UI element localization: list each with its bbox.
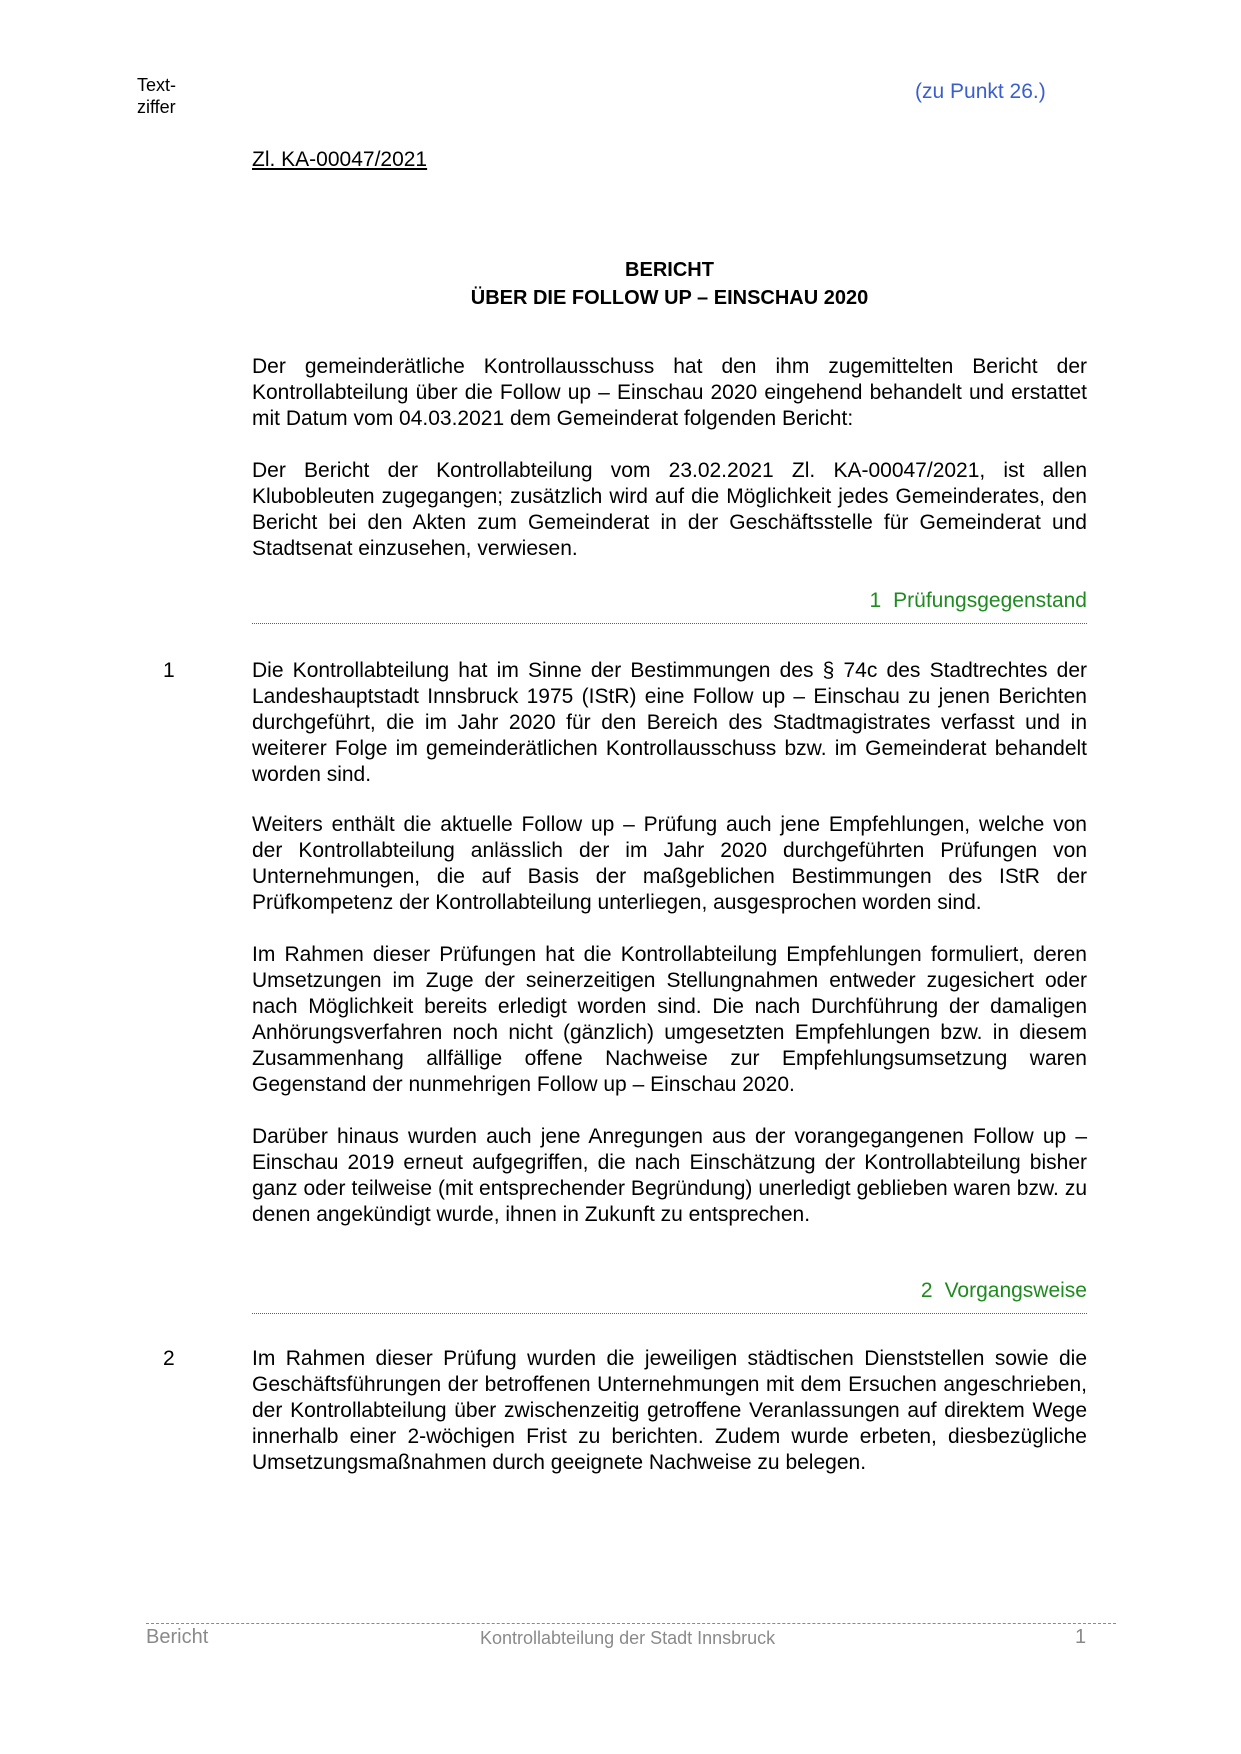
footer-divider — [146, 1623, 1116, 1624]
section-title: Prüfungsgegenstand — [893, 589, 1087, 612]
section-1-paragraph-3: Im Rahmen dieser Prüfungen hat die Kontrollabteilung Empfehlungen formuliert, deren Umsetzungen im Zuge der seinerzeitigen Stellungnahmen entweder zugesichert oder nach Möglichkeit bereits erledigt worden sind. Die nach Durchführung der damaligen Anhörungsverfahren noch nicht (gänzlich) umgesetzten Empfehlungen bzw. in diesem Zusammenhang allfällige offene Nachweise zur Empfehlungsumsetzung waren Gegenstand der nunmehrigen Follow up – Einschau 2020. — [252, 943, 1087, 1096]
section-1-paragraph-2: Weiters enthält die aktuelle Follow up – Prüfung auch jene Empfehlungen, welche von der Kontrollabteilung anlässlich der im Jahr 2020 durchgeführten Prüfungen von Unternehmungen, die auf Basis der maßgeblichen Bestimmungen des IStR der Prüfkompetenz der Kontrollabteilung unterliegen, ausgesprochen worden sind. — [252, 813, 1087, 914]
text-number-2: 2 — [163, 1347, 175, 1370]
intro-paragraph-1: Der gemeinderätliche Kontrollausschuss hat den ihm zugemittelten Bericht der Kontrollabteilung über die Follow up – Einschau 2020 eingehend behandelt und erstattet mit Datum vom 04.03.2021 dem Gemeinderat folgenden Bericht: — [252, 355, 1087, 430]
section-number: 1 — [869, 589, 882, 612]
text-number-1: 1 — [163, 659, 175, 682]
point-reference: (zu Punkt 26.) — [915, 80, 1046, 103]
section-number: 2 — [920, 1279, 933, 1302]
section-heading-2 — [252, 1279, 1087, 1314]
margin-label-line1: Text- — [137, 75, 177, 95]
report-title-line1: BERICHT — [625, 259, 714, 281]
section-1-paragraph-1: Die Kontrollabteilung hat im Sinne der Bestimmungen des § 74c des Stadtrechtes der Landeshauptstadt Innsbruck 1975 (IStR) eine Follow up – Einschau zu jenen Berichten durchgeführt, die im Jahr 2020 für den Bereich des Stadtmagistrates verfasst und in weiterer Folge im gemeinderätlichen Kontrollausschuss bzw. im Gemeinderat behandelt worden sind. — [252, 659, 1087, 786]
intro-paragraph-2: Der Bericht der Kontrollabteilung vom 23.02.2021 Zl. KA-00047/2021, ist allen Klubobleuten zugegangen; zusätzlich wird auf die Möglichkeit jedes Gemeinderates, den Bericht bei den Akten zum Gemeinderat in der Geschäftsstelle für Gemeinderat und Stadtsenat einzusehen, verwiesen. — [252, 459, 1087, 560]
footer-page-number: 1 — [1075, 1626, 1087, 1648]
section-heading-1 — [252, 589, 1087, 624]
footer-document-type: Bericht — [146, 1626, 209, 1648]
margin-label-line2: ziffer — [137, 97, 176, 117]
section-1-paragraph-4: Darüber hinaus wurden auch jene Anregungen aus der vorangegangenen Follow up – Einschau 2019 erneut aufgegriffen, die nach Einschätzung der Kontrollabteilung bisher ganz oder teilweise (mit entsprechender Begründung) unerledigt geblieben waren bzw. zu denen angekündigt wurde, ihnen in Zukunft zu entsprechen. — [252, 1125, 1087, 1226]
section-2-paragraph-1: Im Rahmen dieser Prüfung wurden die jeweiligen städtischen Dienststellen sowie die Geschäftsführungen der betroffenen Unternehmungen mit dem Ersuchen angeschrieben, der Kontrollabteilung über zwischenzeitig getroffene Veranlassungen auf direktem Wege innerhalb einer 2-wöchigen Frist zu berichten. Zudem wurde erbeten, diesbezügliche Umsetzungsmaßnahmen durch geeignete Nachweise zu belegen. — [252, 1347, 1087, 1474]
section-title: Vorgangsweise — [944, 1279, 1087, 1302]
report-title-line2: ÜBER DIE FOLLOW UP – EINSCHAU 2020 — [470, 287, 869, 309]
report-title — [252, 256, 1087, 312]
footer-organization: Kontrollabteilung der Stadt Innsbruck — [480, 1628, 776, 1648]
file-number: Zl. KA-00047/2021 — [252, 148, 428, 171]
margin-label-textziffer — [137, 74, 176, 118]
